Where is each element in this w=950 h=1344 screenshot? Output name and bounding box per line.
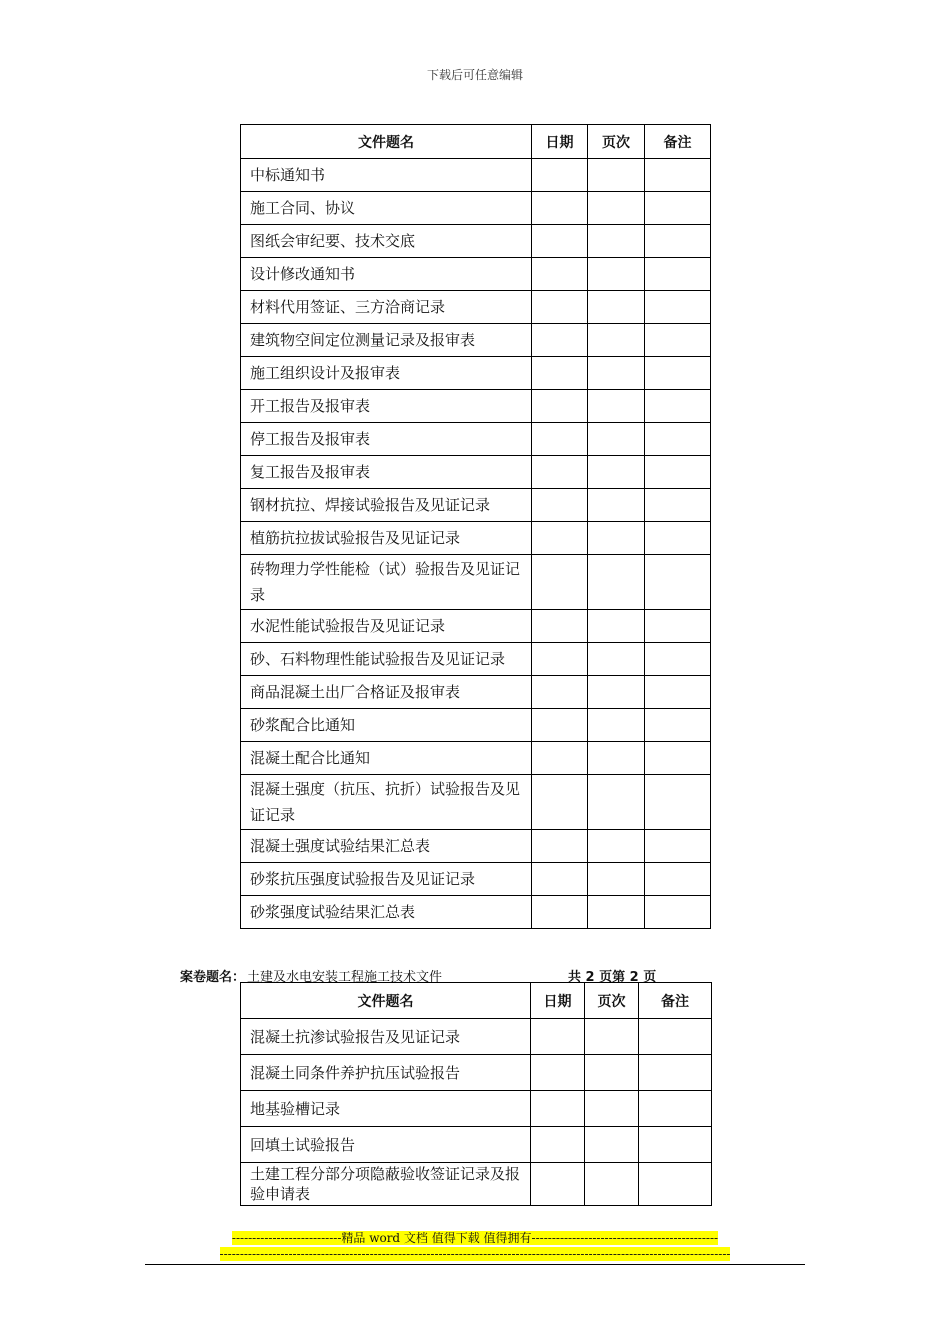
remarks-cell[interactable]	[639, 1055, 712, 1091]
file-title-cell: 地基验槽记录	[241, 1091, 531, 1127]
table-row	[241, 1055, 712, 1091]
file-index-table-1	[240, 124, 711, 929]
footer-dash-line	[0, 1247, 950, 1262]
date-cell[interactable]	[532, 610, 588, 643]
column-header-remarks: 备注	[645, 125, 711, 159]
column-header-date: 日期	[532, 125, 588, 159]
pages-cell[interactable]	[588, 555, 645, 610]
file-title-cell: 图纸会审纪要、技术交底	[241, 225, 532, 258]
date-cell[interactable]	[532, 225, 588, 258]
file-title-cell: 混凝土同条件养护抗压试验报告	[241, 1055, 531, 1091]
footer-rule	[145, 1264, 805, 1265]
date-cell[interactable]	[531, 1127, 585, 1163]
table-row	[241, 522, 711, 555]
column-header-pages: 页次	[588, 125, 645, 159]
page-info: 共 2 页第 2 页	[568, 970, 657, 985]
table-row	[241, 258, 711, 291]
date-cell[interactable]	[532, 423, 588, 456]
file-title-cell: 中标通知书	[241, 159, 532, 192]
date-cell[interactable]	[531, 1055, 585, 1091]
file-title-cell: 施工合同、协议	[241, 192, 532, 225]
pages-cell[interactable]	[588, 489, 645, 522]
remarks-cell[interactable]	[639, 1019, 712, 1055]
pages-cell[interactable]	[585, 1091, 639, 1127]
file-title-cell: 设计修改通知书	[241, 258, 532, 291]
date-cell[interactable]	[532, 522, 588, 555]
file-title-cell: 混凝土强度试验结果汇总表	[241, 830, 532, 863]
remarks-cell[interactable]	[645, 709, 711, 742]
footer-dash-text: ------------------------------------------------------------------------------------------------------------------------------	[219, 1247, 731, 1261]
table-row	[241, 610, 711, 643]
remarks-cell[interactable]	[645, 159, 711, 192]
remarks-cell[interactable]	[645, 357, 711, 390]
pages-cell[interactable]	[588, 159, 645, 192]
table-row	[241, 489, 711, 522]
date-cell[interactable]	[532, 643, 588, 676]
date-cell[interactable]	[532, 676, 588, 709]
file-title-cell: 建筑物空间定位测量记录及报审表	[241, 324, 532, 357]
date-cell[interactable]	[532, 489, 588, 522]
table-row	[241, 456, 711, 489]
column-header-date: 日期	[531, 983, 585, 1019]
date-cell[interactable]	[532, 863, 588, 896]
table-header-row	[241, 125, 711, 159]
date-cell[interactable]	[532, 258, 588, 291]
date-cell[interactable]	[532, 159, 588, 192]
pages-cell[interactable]	[588, 896, 645, 929]
date-cell[interactable]	[531, 1019, 585, 1055]
date-cell[interactable]	[532, 324, 588, 357]
remarks-cell[interactable]	[645, 830, 711, 863]
file-title-cell: 复工报告及报审表	[241, 456, 532, 489]
footer-promo-line	[0, 1231, 950, 1246]
date-cell[interactable]	[532, 390, 588, 423]
file-title-cell: 砂浆配合比通知	[241, 709, 532, 742]
remarks-cell[interactable]	[645, 291, 711, 324]
header-note: 下载后可任意编辑	[426, 68, 523, 82]
table-row	[241, 192, 711, 225]
date-cell[interactable]	[531, 1091, 585, 1127]
pages-cell[interactable]	[588, 643, 645, 676]
remarks-cell[interactable]	[645, 643, 711, 676]
date-cell[interactable]	[531, 1163, 585, 1206]
file-title-cell: 回填土试验报告	[241, 1127, 531, 1163]
pages-cell[interactable]	[588, 291, 645, 324]
table-row	[241, 159, 711, 192]
column-header-remarks: 备注	[639, 983, 712, 1019]
remarks-cell[interactable]	[645, 390, 711, 423]
date-cell[interactable]	[532, 555, 588, 610]
table-row	[241, 1091, 712, 1127]
pages-cell[interactable]	[588, 390, 645, 423]
file-title-cell: 植筋抗拉拔试验报告及见证记录	[241, 522, 532, 555]
pages-cell[interactable]	[588, 456, 645, 489]
table-row	[241, 357, 711, 390]
table-row	[241, 709, 711, 742]
remarks-cell[interactable]	[639, 1163, 712, 1206]
remarks-cell[interactable]	[645, 489, 711, 522]
pages-cell[interactable]	[588, 192, 645, 225]
table-row	[241, 291, 711, 324]
footer-promo-text: ---------------------------精品 word 文档 值得下载 值得拥有----------------------------------------------	[231, 1231, 719, 1245]
case-title-value: 土建及水电安装工程施工技术文件	[247, 970, 443, 985]
pages-cell[interactable]	[588, 676, 645, 709]
table-row	[241, 555, 711, 610]
remarks-cell[interactable]	[639, 1127, 712, 1163]
remarks-cell[interactable]	[645, 423, 711, 456]
remarks-cell[interactable]	[645, 555, 711, 610]
pages-cell[interactable]	[588, 742, 645, 775]
table-header-row	[241, 983, 712, 1019]
pages-cell[interactable]	[588, 522, 645, 555]
remarks-cell[interactable]	[645, 456, 711, 489]
remarks-cell[interactable]	[645, 863, 711, 896]
table-row	[241, 1019, 712, 1055]
table-row	[241, 830, 711, 863]
pages-cell[interactable]	[588, 610, 645, 643]
file-title-cell: 商品混凝土出厂合格证及报审表	[241, 676, 532, 709]
pages-cell[interactable]	[588, 775, 645, 830]
pages-cell[interactable]	[588, 324, 645, 357]
pages-cell[interactable]	[585, 1055, 639, 1091]
remarks-cell[interactable]	[645, 610, 711, 643]
date-cell[interactable]	[532, 775, 588, 830]
pages-cell[interactable]	[585, 1163, 639, 1206]
table-row	[241, 1163, 712, 1206]
pages-cell[interactable]	[588, 423, 645, 456]
file-title-cell: 砂浆抗压强度试验报告及见证记录	[241, 863, 532, 896]
remarks-cell[interactable]	[645, 258, 711, 291]
pages-cell[interactable]	[585, 1127, 639, 1163]
remarks-cell[interactable]	[645, 676, 711, 709]
date-cell[interactable]	[532, 192, 588, 225]
table-row	[241, 676, 711, 709]
table-row	[241, 775, 711, 830]
remarks-cell[interactable]	[645, 522, 711, 555]
date-cell[interactable]	[532, 357, 588, 390]
table-row	[241, 1127, 712, 1163]
file-title-cell: 混凝土配合比通知	[241, 742, 532, 775]
date-cell[interactable]	[532, 742, 588, 775]
table-row	[241, 423, 711, 456]
pages-cell[interactable]	[588, 225, 645, 258]
remarks-cell[interactable]	[645, 192, 711, 225]
column-header-title: 文件题名	[241, 983, 531, 1019]
pages-cell[interactable]	[588, 863, 645, 896]
pages-cell[interactable]	[585, 1019, 639, 1055]
file-title-cell: 水泥性能试验报告及见证记录	[241, 610, 532, 643]
remarks-cell[interactable]	[639, 1091, 712, 1127]
pages-cell[interactable]	[588, 709, 645, 742]
file-title-cell: 钢材抗拉、焊接试验报告及见证记录	[241, 489, 532, 522]
file-title-cell: 停工报告及报审表	[241, 423, 532, 456]
column-header-title: 文件题名	[241, 125, 532, 159]
file-title-cell: 开工报告及报审表	[241, 390, 532, 423]
remarks-cell[interactable]	[645, 742, 711, 775]
case-title-label: 案卷题名：	[180, 970, 246, 985]
date-cell[interactable]	[532, 830, 588, 863]
date-cell[interactable]	[532, 709, 588, 742]
file-title-cell: 砂浆强度试验结果汇总表	[241, 896, 532, 929]
table-row	[241, 643, 711, 676]
table-row	[241, 324, 711, 357]
remarks-cell[interactable]	[645, 324, 711, 357]
file-title-cell: 砖物理力学性能检（试）验报告及见证记录	[241, 555, 532, 610]
file-title-cell: 砂、石料物理性能试验报告及见证记录	[241, 643, 532, 676]
remarks-cell[interactable]	[645, 896, 711, 929]
file-title-cell: 土建工程分部分项隐蔽验收签证记录及报验申请表	[241, 1163, 531, 1206]
pages-cell[interactable]	[588, 830, 645, 863]
table-row	[241, 742, 711, 775]
pages-cell[interactable]	[588, 258, 645, 291]
date-cell[interactable]	[532, 896, 588, 929]
file-title-cell: 混凝土抗渗试验报告及见证记录	[241, 1019, 531, 1055]
file-title-cell: 施工组织设计及报审表	[241, 357, 532, 390]
pages-cell[interactable]	[588, 357, 645, 390]
column-header-pages: 页次	[585, 983, 639, 1019]
remarks-cell[interactable]	[645, 225, 711, 258]
table-row	[241, 863, 711, 896]
table-row	[241, 225, 711, 258]
date-cell[interactable]	[532, 456, 588, 489]
table-row	[241, 896, 711, 929]
file-title-cell: 混凝土强度（抗压、抗折）试验报告及见证记录	[241, 775, 532, 830]
date-cell[interactable]	[532, 291, 588, 324]
table-row	[241, 390, 711, 423]
file-title-cell: 材料代用签证、三方洽商记录	[241, 291, 532, 324]
file-index-table-2	[240, 982, 712, 1206]
remarks-cell[interactable]	[645, 775, 711, 830]
